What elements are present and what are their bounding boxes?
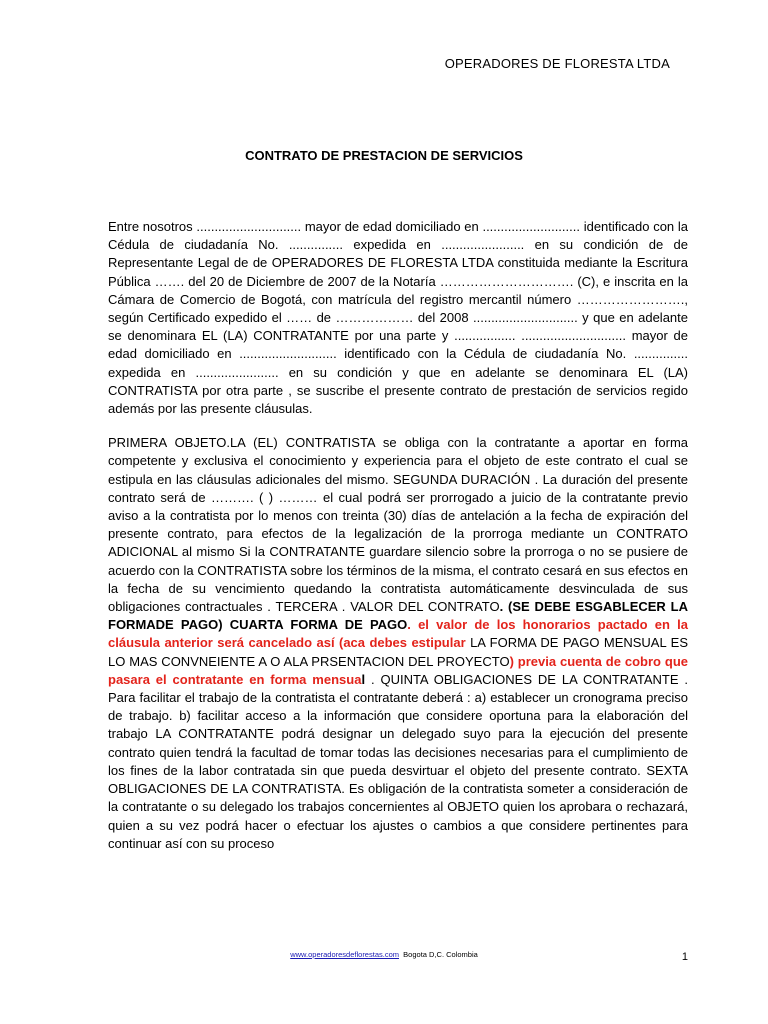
paragraph-parties: Entre nosotros ............................. mayor de edad domiciliado en ........................... identificado con la Cédula de ciudadanía No. ............... expedida en ....................... en su condición de de Representante Legal de de OPERADORES DE FLORESTA LTDA constituida mediante la Escritura Pública ……. del 20 de Diciembre de 2007 de la Notaría …………………………. (C), e inscrita en la Cámara de Comercio de Bogotá, con matrícula del registro mercantil número ……………………., según Certificado expedido el …… de ……………… del 2008 ............................. y que en adelante se denominara EL (LA) CONTRATANTE por una parte y ................. ............................. mayor de edad domiciliado en ........................... identificado con la Cédula de ciudadanía No. ............... expedida en ....................... en su condición y que en adelante se denominara EL (LA) CONTRATISTA por otra parte , se suscribe el presente contrato de prestación de servicios regido además por las presente cláusulas. xyxy=(108,219,688,417)
page-number: 1 xyxy=(681,951,688,963)
company-header: OPERADORES DE FLORESTA LTDA xyxy=(444,56,670,71)
clauses-red-invoice: ) previa cuenta de cobro que pasara el contratante en forma mensua xyxy=(108,653,688,687)
paragraph-clauses xyxy=(108,434,688,853)
footer-location: Bogota D,C. Colombia xyxy=(403,950,478,959)
clauses-red-payment: . el valor de los honorarios pactado en la cláusula anterior será cancelado así (aca debes estipular xyxy=(108,617,688,651)
page-footer xyxy=(0,950,768,959)
clauses-text-3: . QUINTA OBLIGACIONES DE LA CONTRATANTE . Para facilitar el trabajo de la contratista el contratante deberá : a) establecer un cronograma preciso de trabajo. b) facilitar acceso a la información que considere oportuna para la elaboración del trabajo LA CONTRATANTE podrá designar un delegado suyo para la ejecución del presente contrato quien tendrá la facultad de tomar todas las decisiones necesarias para el cumplimiento de los fines de la labor contratada sin que pueda desvirtuar el objeto del presente contrato. SEXTA OBLIGACIONES DE LA CONTRATISTA. Es obligación de la contratista someter a consideración de la contratante o su delegado los trabajos concernientes al OBJETO quien los aprobara o rechazará, quien a su vez podrá hacer o efectuar los ajustes o cambios a que considere pertinentes para continuar así con su proceso xyxy=(108,671,689,851)
document-title: CONTRATO DE PRESTACION DE SERVICIOS xyxy=(245,148,523,163)
clauses-text-2: LA FORMA DE PAGO MENSUAL ES LO MAS CONVNEIENTE A O ALA PRSENTACION DEL PROYECTO xyxy=(108,635,689,669)
clauses-text-1: PRIMERA OBJETO.LA (EL) CONTRATISTA se obliga con la contratante a aportar en forma competente y exclusiva el conocimiento y experiencia para el objeto de este contrato el cual se estipula en las cláusulas adicionales del mismo. SEGUNDA DURACIÓN . La duración del presente contrato será de ………. ( ) ……… el cual podrá ser prorrogado a juicio de la contratante previo aviso a la contratista por lo menos con treinta (30) días de antelación a la fecha de expiración del presente contrato, para efectos de la legalización de la prorroga mediante un CONTRATO ADICIONAL al mismo Si la CONTRATANTE guardare silencio sobre la prorroga o no se pusiere de acuerdo con la CONTRATISTA sobre los términos de la misma, el contrato cesará en sus efectos en la fecha de su vencimiento quedando la contratista automáticamente desvinculada de sus obligaciones contractuales . TERCERA . VALOR DEL CONTRATO xyxy=(108,435,688,615)
clauses-bold-payment: . (SE DEBE ESGABLECER LA FORMADE PAGO) CUARTA FORMA DE PAGO xyxy=(108,599,688,633)
document-body xyxy=(108,218,688,869)
clauses-bold-l: l xyxy=(361,671,366,687)
footer-website-link[interactable]: www.operadoresdeflorestas.com xyxy=(290,950,399,959)
